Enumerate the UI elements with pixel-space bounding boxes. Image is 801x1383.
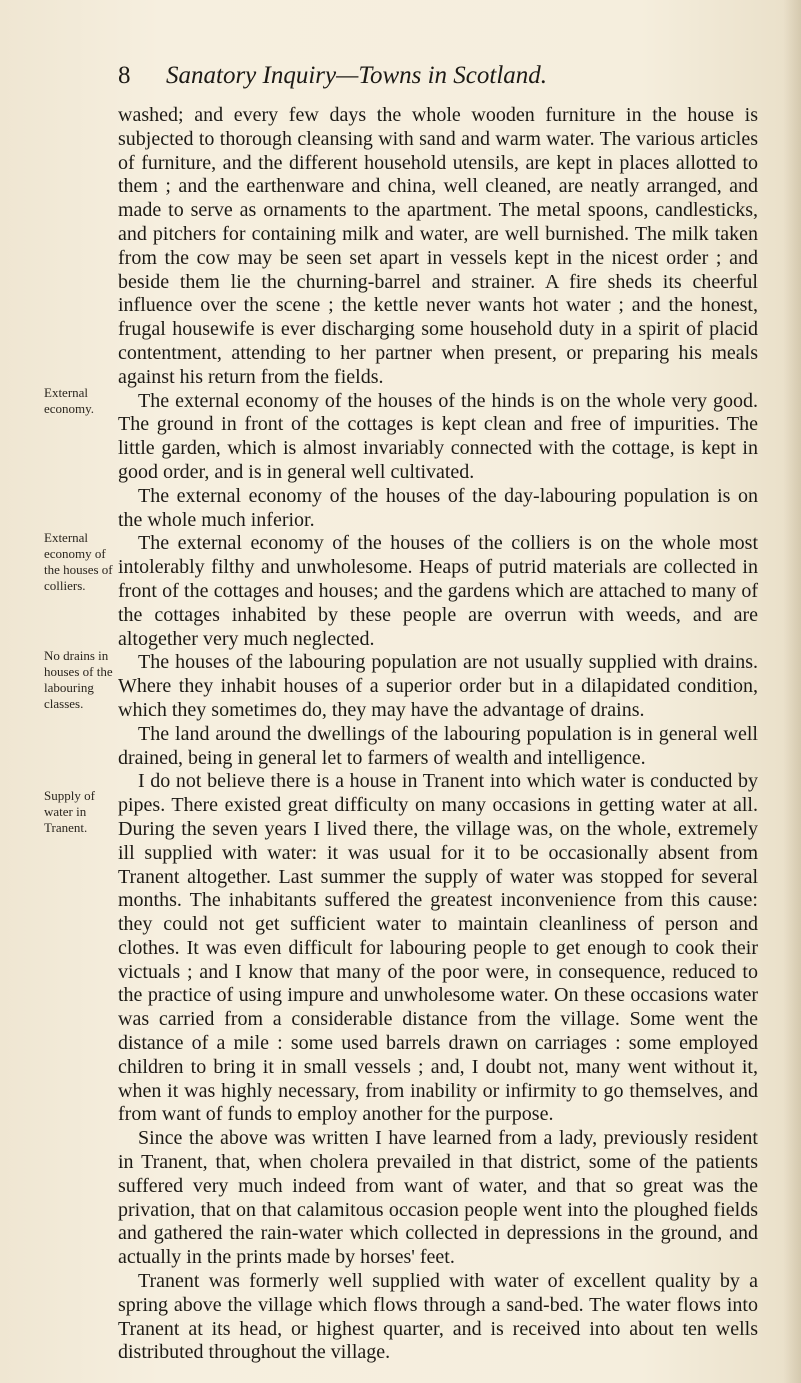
running-title: Sanatory Inquiry—Towns in Scotland.: [166, 62, 548, 89]
body-text: [118, 104, 758, 1365]
page-number: 8: [118, 62, 131, 89]
paragraph: The external economy of the houses of the hinds is on the whole very good. The ground in front of the cottages is kept clean and free of impurities. The little garden, which is almost invariably connected with the cottage, is kept in good order, and is in general well cultivated.: [118, 389, 758, 483]
paragraph: The houses of the labouring population are not usually supplied with drains. Where they inhabit houses of a superior order but in a dilapidated condition, which they sometimes do, they may have the advantage of drains.: [118, 651, 758, 721]
paragraph: Tranent was formerly well supplied with water of excellent quality by a spring above the village which flows through a sand-bed. The water flows into Tranent at its head, or highest quarter, and is received into about ten wells distributed throughout the village.: [118, 1270, 758, 1364]
paragraph: The external economy of the houses of the day-labouring population is on the whole much inferior.: [118, 484, 758, 531]
marginal-note-water-supply: Supply of water in Tranent.: [44, 788, 95, 835]
paragraph: I do not believe there is a house in Tranent into which water is conducted by pipes. There existed great difficulty on many occasions in getting water at all. During the seven years I lived there, the village was, on the whole, extremely ill supplied with water: it was usual for it to be occasionally absent from Tranent altogether. Last summer the supply of water was stopped for several months. The inhabitants suffered the greatest inconvenience from this cause: they could not get sufficient water to maintain cleanliness of person and clothes. It was even difficult for labouring people to get enough to cook their victuals ; and I know that many of the poor were, in consequence, reduced to the practice of using impure and unwholesome water. On these occasions water was carried from a considerable distance from the village. Some went the distance of a mile : some used barrels drawn on carriages : some employed children to bring it in small vessels ; and, I doubt not, many went without it, when it was highly necessary, from inability or infirmity to go themselves, and from want of funds to employ another for the purpose.: [118, 770, 758, 1126]
marginal-note-no-drains: No drains in houses of the labouring classes.: [44, 648, 113, 711]
page-header: [118, 62, 758, 98]
marginal-note-colliers: External economy of the houses of colliers.: [44, 530, 113, 593]
paragraph: Since the above was written I have learned from a lady, previously resident in Tranent, that, when cholera prevailed in that district, some of the patients suffered very much indeed from want of water, and that so great was the privation, that on that calamitous occasion people went into the ploughed fields and gathered the rain-water which collected in depressions in the ground, and actually in the prints made by horses' feet.: [118, 1127, 758, 1269]
marginal-note-external-economy: External economy.: [44, 385, 95, 416]
paragraph: The land around the dwellings of the labouring population is in general well drained, being in general let to farmers of wealth and intelligence.: [118, 722, 758, 769]
page-edge-shadow: [783, 0, 801, 1383]
paragraph: The external economy of the houses of the colliers is on the whole most intolerably filthy and unwholesome. Heaps of putrid materials are collected in front of the cottages and houses; and the gardens which are attached to many of the cottages inhabited by these people are overrun with weeds, and are altogether very much neglected.: [118, 532, 758, 650]
paragraph: washed; and every few days the whole wooden furniture in the house is subjected to thorough cleansing with sand and warm water. The various articles of furniture, and the different household utensils, are kept in places allotted to them ; and the earthenware and china, well cleaned, are neatly arranged, and made to serve as ornaments to the apartment. The metal spoons, candlesticks, and pitchers for containing milk and water, are well burnished. The milk taken from the cow may be seen set apart in vessels kept in the nicest order ; and beside them lie the churning-barrel and strainer. A fire sheds its cheerful influence over the scene ; the kettle never wants hot water ; and the honest, frugal housewife is ever discharging some household duty in a spirit of placid contentment, attending to her partner when present, or preparing his meals against his return from the fields.: [118, 104, 758, 388]
